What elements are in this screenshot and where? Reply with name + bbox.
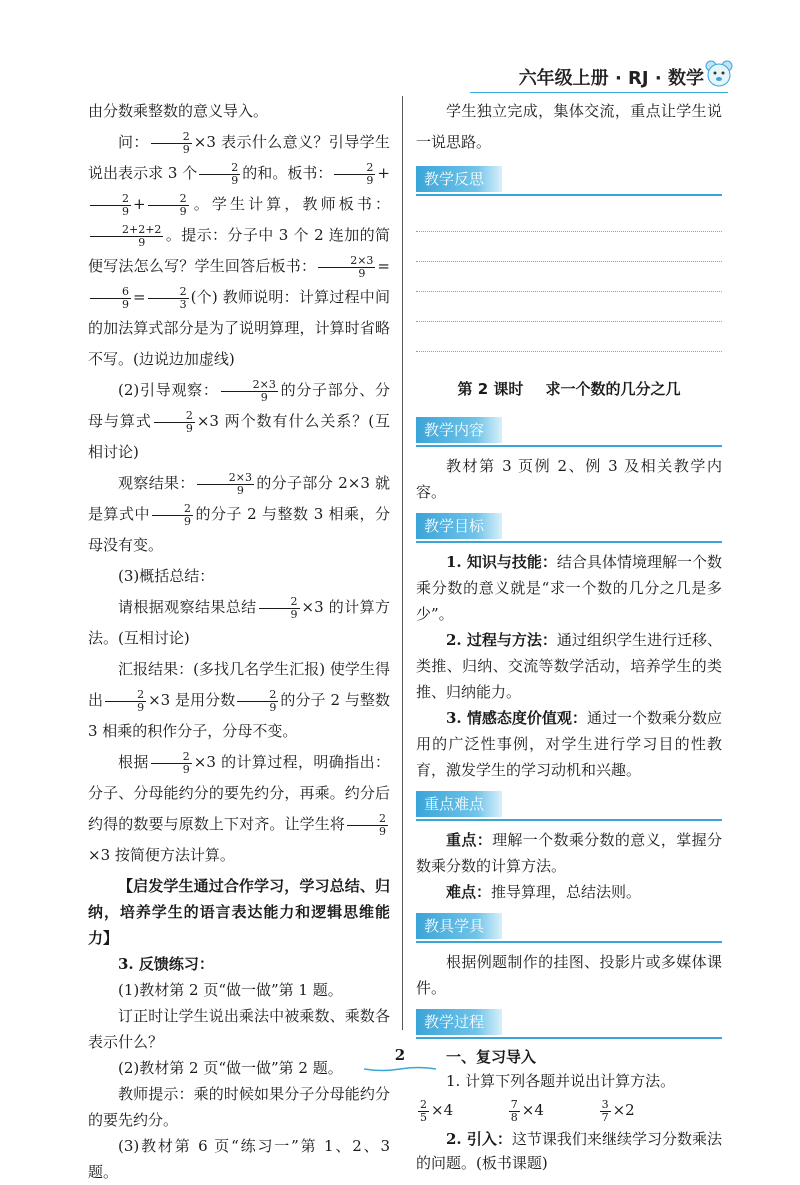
paragraph: 1. 计算下列各题并说出计算方法。 xyxy=(446,1072,676,1090)
bear-face-icon xyxy=(704,58,734,88)
fraction: $\frac{2}{9}$ xyxy=(90,193,131,218)
paragraph: 问： $\frac{2}{9}$ ×3 表示什么意义？引导学生说出表示求 3 个 $\frac{2}{9}$ 的和。板书： $\frac{2}{9}$ + $\frac{2}{9}$ + $\frac{2}{9}$ 。学生计算，教师板书： $\frac{2+2+2}{9}$ 。提示：分子中 3 个 2 连加的简便写法怎么写？学生回答后板书： $\frac{2\times 3}{9}$ = $\frac{6}{9}$ = $\frac{2}{3}$ (个) 教师说明：计算过程中间的加法算式部分是为了说明算理，计算时省略不写。(边说边加虚线) xyxy=(88,129,390,368)
tag-underline xyxy=(416,445,722,447)
section-tag-key-points: 重点难点 xyxy=(416,791,502,817)
expression-row: $\frac{2}{5}$ ×4 $\frac{7}{8}$ ×4 $\frac{3}{7}$ ×2 xyxy=(420,1097,635,1124)
fraction: $\frac{2}{5}$ xyxy=(420,1097,427,1124)
section-tag-tools: 教具学具 xyxy=(416,913,502,939)
fraction: $\frac{2}{9}$ xyxy=(259,596,300,621)
header-title: 六年级上册 · RJ · 数学 xyxy=(518,68,704,89)
left-column xyxy=(88,96,390,1185)
fraction: $\frac{2\times 3}{9}$ xyxy=(318,255,375,280)
paragraph: 教材第 3 页例 2、例 3 及相关教学内容。 xyxy=(416,457,722,501)
paragraph: 1. 知识与技能：结合具体情境理解一个数乘分数的意义就是“求一个数的几分之几是多少”。 xyxy=(416,553,722,623)
lesson-title xyxy=(416,374,722,405)
tag-underline xyxy=(416,194,722,196)
reflection-line xyxy=(416,322,722,352)
paragraph: 根据 $\frac{2}{9}$ ×3 的计算过程，明确指出：分子、分母能约分的要先约分，再乘。约分后约得的数要与原数上下对齐。让学生将 $\frac{2}{9}$ ×3 按简便方法计算。 xyxy=(88,749,390,864)
paragraph: 2. 过程与方法：通过组织学生进行迁移、类推、归纳、交流等数学活动，培养学生的类推、归纳能力。 xyxy=(416,631,722,701)
reflection-line xyxy=(416,262,722,292)
paragraph: 2. 引入：这节课我们来继续学习分数乘法的问题。(板书课题) xyxy=(416,1130,722,1172)
column-divider xyxy=(402,96,403,1030)
section-tag-process: 教学过程 xyxy=(416,1009,502,1035)
paragraph: 教师提示：乘的时候如果分子分母能约分的要先约分。 xyxy=(88,1085,390,1129)
paragraph: 订正时让学生说出乘法中被乘数、乘数各表示什么？ xyxy=(88,1007,390,1051)
paragraph: (2)教材第 2 页“做一做”第 2 题。 xyxy=(118,1059,343,1077)
paragraph: 由分数乘整数的意义导入。 xyxy=(88,102,269,120)
section-tag-content: 教学内容 xyxy=(416,417,502,443)
paragraph: (2)引导观察： $\frac{2\times 3}{9}$ 的分子部分、分母与算式 $\frac{2}{9}$ ×3 两个数有什么关系？(互相讨论) xyxy=(88,377,390,461)
fraction: $\frac{2}{9}$ xyxy=(105,689,146,714)
bold-note: 【启发学生通过合作学习，学习总结、归纳，培养学生的语言表达能力和逻辑思维能力】 xyxy=(88,877,390,947)
tag-underline xyxy=(416,819,722,821)
right-column xyxy=(416,96,722,1175)
page-number-ornament xyxy=(364,1066,436,1072)
reflection-line xyxy=(416,202,722,232)
paragraph: 汇报结果：(多找几名学生汇报) 使学生得出 $\frac{2}{9}$ ×3 是用分数 $\frac{2}{9}$ 的分子 2 与整数 3 相乘的积作分子，分母不变。 xyxy=(88,660,390,740)
fraction: $\frac{2}{9}$ xyxy=(151,751,192,776)
fraction: $\frac{2}{9}$ xyxy=(152,503,193,528)
fraction: $\frac{2}{9}$ xyxy=(237,689,278,714)
fraction: $\frac{2}{9}$ xyxy=(151,131,192,156)
fraction: $\frac{2+2+2}{9}$ xyxy=(90,224,163,249)
fraction: $\frac{2}{9}$ xyxy=(154,410,195,435)
paragraph: (3)教材第 6 页“练习一”第 1、2、3 题。 xyxy=(88,1137,390,1181)
paragraph: 学生独立完成，集体交流，重点让学生说一说思路。 xyxy=(416,102,722,151)
fraction: $\frac{2\times 3}{9}$ xyxy=(221,379,278,404)
fraction: $\frac{2}{9}$ xyxy=(334,162,375,187)
reflection-line xyxy=(416,292,722,322)
section-tag-goals: 教学目标 xyxy=(416,513,502,539)
fraction: $\frac{2}{9}$ xyxy=(347,813,388,838)
header-rule xyxy=(470,92,728,93)
fraction: $\frac{2}{9}$ xyxy=(148,193,189,218)
fraction: $\frac{3}{7}$ xyxy=(601,1097,609,1124)
section-tag-reflection: 教学反思 xyxy=(416,166,502,192)
paragraph: 观察结果： $\frac{2\times 3}{9}$ 的分子部分 2×3 就是算式中 $\frac{2}{9}$ 的分子 2 与整数 3 相乘，分母没有变。 xyxy=(88,470,390,554)
fraction: $\frac{2\times 3}{9}$ xyxy=(197,472,254,497)
fraction: $\frac{2}{3}$ xyxy=(148,286,189,311)
fraction: $\frac{7}{8}$ xyxy=(510,1097,518,1124)
section-heading: 3. 反馈练习： xyxy=(118,955,214,973)
paragraph: (3)概括总结： xyxy=(118,567,215,585)
paragraph: 难点：推导算理，总结法则。 xyxy=(446,883,642,901)
reflection-line xyxy=(416,232,722,262)
fraction: $\frac{2}{9}$ xyxy=(199,162,240,187)
lesson-number: 第 2 课时 xyxy=(457,380,524,398)
tag-underline xyxy=(416,941,722,943)
tag-underline xyxy=(416,541,722,543)
paragraph: (1)教材第 2 页“做一做”第 1 题。 xyxy=(118,981,343,999)
paragraph: 重点：理解一个数乘分数的意义，掌握分数乘分数的计算方法。 xyxy=(416,831,722,875)
section-heading: 一、复习导入 xyxy=(446,1048,537,1066)
tag-underline xyxy=(416,1037,722,1039)
paragraph: 3. 情感态度价值观：通过一个数乘分数应用的广泛性事例，对学生进行学习目的性教育，激发学生的学习动机和兴趣。 xyxy=(416,709,722,779)
fraction: $\frac{6}{9}$ xyxy=(90,286,131,311)
page-number: 2 xyxy=(394,1046,406,1064)
lesson-name: 求一个数的几分之几 xyxy=(545,380,681,398)
paragraph: 请根据观察结果总结 $\frac{2}{9}$ ×3 的计算方法。(互相讨论) xyxy=(88,594,390,647)
paragraph: 根据例题制作的挂图、投影片或多媒体课件。 xyxy=(416,953,722,997)
